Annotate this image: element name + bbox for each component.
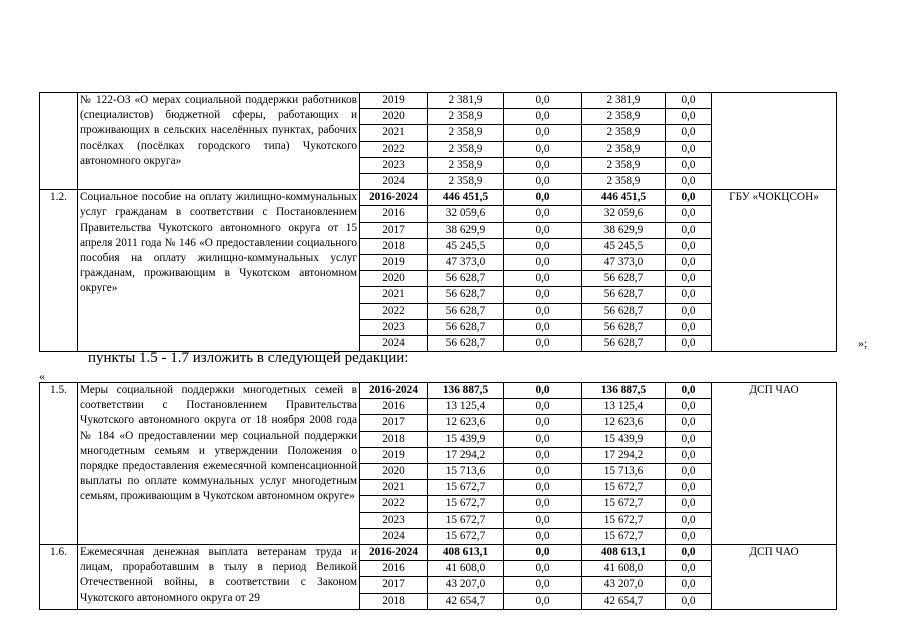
okrug-amount-cell: 56 628,7 <box>582 287 666 303</box>
responsible-executor: ДСП ЧАО <box>712 383 837 545</box>
year-cell: 2016 <box>360 206 428 222</box>
federal-amount-cell: 0,0 <box>504 319 582 335</box>
total-amount-cell: 2 358,9 <box>428 141 504 157</box>
federal-amount-cell: 0,0 <box>504 174 582 190</box>
opening-quote: « <box>39 369 45 383</box>
other-amount-cell: 0,0 <box>666 431 712 447</box>
okrug-amount-cell: 32 059,6 <box>582 206 666 222</box>
okrug-amount-cell: 56 628,7 <box>582 336 666 352</box>
federal-amount-cell: 0,0 <box>504 141 582 157</box>
year-cell: 2024 <box>360 336 428 352</box>
total-amount-cell: 2 358,9 <box>428 157 504 173</box>
other-amount-cell: 0,0 <box>666 157 712 173</box>
other-amount-cell: 0,0 <box>666 303 712 319</box>
table-row <box>40 190 837 206</box>
responsible-executor <box>712 93 837 190</box>
okrug-amount-cell: 13 125,4 <box>582 399 666 415</box>
federal-amount-cell: 0,0 <box>504 190 582 206</box>
federal-amount-cell: 0,0 <box>504 222 582 238</box>
total-amount-cell: 41 608,0 <box>428 561 504 577</box>
other-amount-cell: 0,0 <box>666 415 712 431</box>
other-amount-cell: 0,0 <box>666 93 712 109</box>
table-row <box>40 545 837 561</box>
okrug-amount-cell: 56 628,7 <box>582 271 666 287</box>
item-description: Социальное пособие на оплату жилищно-коммунальных услуг гражданам в соответствии с Постановлением Правительства Чукотского автономного округа от 15 апреля 2011 года № 146 «О предоставлении социального пособия на оплату жилищно-коммунальных услуг гражданам, проживающим в Чукотском автономном округе» <box>78 190 360 352</box>
year-cell: 2020 <box>360 464 428 480</box>
okrug-amount-cell: 2 381,9 <box>582 93 666 109</box>
year-cell: 2016-2024 <box>360 545 428 561</box>
total-amount-cell: 56 628,7 <box>428 303 504 319</box>
federal-amount-cell: 0,0 <box>504 287 582 303</box>
federal-amount-cell: 0,0 <box>504 464 582 480</box>
okrug-amount-cell: 2 358,9 <box>582 141 666 157</box>
other-amount-cell: 0,0 <box>666 593 712 609</box>
year-cell: 2016-2024 <box>360 190 428 206</box>
item-number: 1.2. <box>40 190 78 352</box>
year-cell: 2022 <box>360 496 428 512</box>
okrug-amount-cell: 17 294,2 <box>582 447 666 463</box>
federal-amount-cell: 0,0 <box>504 431 582 447</box>
other-amount-cell: 0,0 <box>666 287 712 303</box>
other-amount-cell: 0,0 <box>666 206 712 222</box>
other-amount-cell: 0,0 <box>666 480 712 496</box>
year-cell: 2021 <box>360 287 428 303</box>
okrug-amount-cell: 408 613,1 <box>582 545 666 561</box>
other-amount-cell: 0,0 <box>666 222 712 238</box>
total-amount-cell: 13 125,4 <box>428 399 504 415</box>
year-cell: 2023 <box>360 319 428 335</box>
okrug-amount-cell: 41 608,0 <box>582 561 666 577</box>
year-cell: 2020 <box>360 109 428 125</box>
other-amount-cell: 0,0 <box>666 319 712 335</box>
responsible-executor: ДСП ЧАО <box>712 545 837 610</box>
item-description: Ежемесячная денежная выплата ветеранам труда и лицам, проработавшим в тылу в период Великой Отечественной войны, в соответствии с Законом Чукотского автономного округа от 29 <box>78 545 360 610</box>
federal-amount-cell: 0,0 <box>504 593 582 609</box>
federal-amount-cell: 0,0 <box>504 399 582 415</box>
year-cell: 2018 <box>360 431 428 447</box>
federal-amount-cell: 0,0 <box>504 577 582 593</box>
year-cell: 2016 <box>360 561 428 577</box>
okrug-amount-cell: 15 672,7 <box>582 480 666 496</box>
total-amount-cell: 15 439,9 <box>428 431 504 447</box>
item-number <box>40 93 78 190</box>
okrug-amount-cell: 56 628,7 <box>582 303 666 319</box>
year-cell: 2024 <box>360 174 428 190</box>
total-amount-cell: 2 358,9 <box>428 109 504 125</box>
table-body <box>40 383 837 610</box>
year-cell: 2021 <box>360 480 428 496</box>
year-cell: 2024 <box>360 528 428 544</box>
total-amount-cell: 2 381,9 <box>428 93 504 109</box>
total-amount-cell: 15 713,6 <box>428 464 504 480</box>
federal-amount-cell: 0,0 <box>504 255 582 271</box>
okrug-amount-cell: 12 623,6 <box>582 415 666 431</box>
federal-amount-cell: 0,0 <box>504 561 582 577</box>
okrug-amount-cell: 47 373,0 <box>582 255 666 271</box>
other-amount-cell: 0,0 <box>666 561 712 577</box>
year-cell: 2019 <box>360 93 428 109</box>
total-amount-cell: 45 245,5 <box>428 238 504 254</box>
total-amount-cell: 12 623,6 <box>428 415 504 431</box>
year-cell: 2017 <box>360 415 428 431</box>
other-amount-cell: 0,0 <box>666 512 712 528</box>
total-amount-cell: 47 373,0 <box>428 255 504 271</box>
total-amount-cell: 408 613,1 <box>428 545 504 561</box>
federal-amount-cell: 0,0 <box>504 125 582 141</box>
federal-amount-cell: 0,0 <box>504 383 582 399</box>
item-number: 1.5. <box>40 383 78 545</box>
okrug-amount-cell: 15 439,9 <box>582 431 666 447</box>
year-cell: 2018 <box>360 238 428 254</box>
total-amount-cell: 446 451,5 <box>428 190 504 206</box>
other-amount-cell: 0,0 <box>666 545 712 561</box>
federal-amount-cell: 0,0 <box>504 157 582 173</box>
federal-amount-cell: 0,0 <box>504 303 582 319</box>
federal-amount-cell: 0,0 <box>504 93 582 109</box>
federal-amount-cell: 0,0 <box>504 206 582 222</box>
year-cell: 2016 <box>360 399 428 415</box>
other-amount-cell: 0,0 <box>666 336 712 352</box>
okrug-amount-cell: 43 207,0 <box>582 577 666 593</box>
amendment-instruction: пункты 1.5 - 1.7 изложить в следующей редакции: <box>88 350 409 366</box>
okrug-amount-cell: 56 628,7 <box>582 319 666 335</box>
federal-amount-cell: 0,0 <box>504 109 582 125</box>
program-table-bottom <box>39 382 837 610</box>
other-amount-cell: 0,0 <box>666 399 712 415</box>
total-amount-cell: 42 654,7 <box>428 593 504 609</box>
okrug-amount-cell: 446 451,5 <box>582 190 666 206</box>
okrug-amount-cell: 15 713,6 <box>582 464 666 480</box>
federal-amount-cell: 0,0 <box>504 496 582 512</box>
other-amount-cell: 0,0 <box>666 496 712 512</box>
total-amount-cell: 38 629,9 <box>428 222 504 238</box>
year-cell: 2019 <box>360 447 428 463</box>
closing-quote: »; <box>858 336 868 350</box>
total-amount-cell: 43 207,0 <box>428 577 504 593</box>
total-amount-cell: 15 672,7 <box>428 496 504 512</box>
okrug-amount-cell: 42 654,7 <box>582 593 666 609</box>
total-amount-cell: 15 672,7 <box>428 512 504 528</box>
other-amount-cell: 0,0 <box>666 383 712 399</box>
year-cell: 2021 <box>360 125 428 141</box>
year-cell: 2019 <box>360 255 428 271</box>
responsible-executor: ГБУ «ЧОКЦСОН» <box>712 190 837 352</box>
total-amount-cell: 17 294,2 <box>428 447 504 463</box>
total-amount-cell: 2 358,9 <box>428 125 504 141</box>
other-amount-cell: 0,0 <box>666 190 712 206</box>
okrug-amount-cell: 15 672,7 <box>582 496 666 512</box>
total-amount-cell: 136 887,5 <box>428 383 504 399</box>
okrug-amount-cell: 2 358,9 <box>582 125 666 141</box>
total-amount-cell: 2 358,9 <box>428 174 504 190</box>
okrug-amount-cell: 2 358,9 <box>582 157 666 173</box>
year-cell: 2018 <box>360 593 428 609</box>
year-cell: 2023 <box>360 157 428 173</box>
federal-amount-cell: 0,0 <box>504 336 582 352</box>
table-row <box>40 93 837 109</box>
year-cell: 2017 <box>360 222 428 238</box>
year-cell: 2022 <box>360 141 428 157</box>
other-amount-cell: 0,0 <box>666 125 712 141</box>
okrug-amount-cell: 38 629,9 <box>582 222 666 238</box>
other-amount-cell: 0,0 <box>666 109 712 125</box>
okrug-amount-cell: 136 887,5 <box>582 383 666 399</box>
federal-amount-cell: 0,0 <box>504 415 582 431</box>
item-description: Меры социальной поддержки многодетных семей в соответствии с Постановлением Правительства Чукотского автономного округа от 18 ноября 2008 года № 184 «О предоставлении мер социальной поддержки многодетным семьям и утверждении Положения о порядке предоставления ежемесячной компенсационной выплаты по оплате коммунальных услуг многодетным семьям, проживающим в Чукотском автономном округе» <box>78 383 360 545</box>
other-amount-cell: 0,0 <box>666 255 712 271</box>
year-cell: 2017 <box>360 577 428 593</box>
other-amount-cell: 0,0 <box>666 447 712 463</box>
federal-amount-cell: 0,0 <box>504 271 582 287</box>
total-amount-cell: 56 628,7 <box>428 271 504 287</box>
federal-amount-cell: 0,0 <box>504 238 582 254</box>
federal-amount-cell: 0,0 <box>504 528 582 544</box>
year-cell: 2023 <box>360 512 428 528</box>
federal-amount-cell: 0,0 <box>504 512 582 528</box>
other-amount-cell: 0,0 <box>666 141 712 157</box>
okrug-amount-cell: 15 672,7 <box>582 528 666 544</box>
table-row <box>40 383 837 399</box>
okrug-amount-cell: 15 672,7 <box>582 512 666 528</box>
other-amount-cell: 0,0 <box>666 174 712 190</box>
year-cell: 2016-2024 <box>360 383 428 399</box>
total-amount-cell: 56 628,7 <box>428 319 504 335</box>
other-amount-cell: 0,0 <box>666 577 712 593</box>
program-table-top <box>39 92 837 352</box>
year-cell: 2022 <box>360 303 428 319</box>
other-amount-cell: 0,0 <box>666 464 712 480</box>
okrug-amount-cell: 2 358,9 <box>582 109 666 125</box>
year-cell: 2020 <box>360 271 428 287</box>
item-description: № 122-ОЗ «О мерах социальной поддержки работников (специалистов) бюджетной сферы, работающих и проживающих в сельских населённых пунктах, рабочих посёлках (посёлках городского типа) Чукотского автономного округа» <box>78 93 360 190</box>
federal-amount-cell: 0,0 <box>504 545 582 561</box>
total-amount-cell: 32 059,6 <box>428 206 504 222</box>
total-amount-cell: 56 628,7 <box>428 336 504 352</box>
other-amount-cell: 0,0 <box>666 238 712 254</box>
other-amount-cell: 0,0 <box>666 528 712 544</box>
table-body <box>40 93 837 352</box>
okrug-amount-cell: 45 245,5 <box>582 238 666 254</box>
item-number: 1.6. <box>40 545 78 610</box>
total-amount-cell: 56 628,7 <box>428 287 504 303</box>
total-amount-cell: 15 672,7 <box>428 528 504 544</box>
okrug-amount-cell: 2 358,9 <box>582 174 666 190</box>
federal-amount-cell: 0,0 <box>504 480 582 496</box>
federal-amount-cell: 0,0 <box>504 447 582 463</box>
total-amount-cell: 15 672,7 <box>428 480 504 496</box>
other-amount-cell: 0,0 <box>666 271 712 287</box>
